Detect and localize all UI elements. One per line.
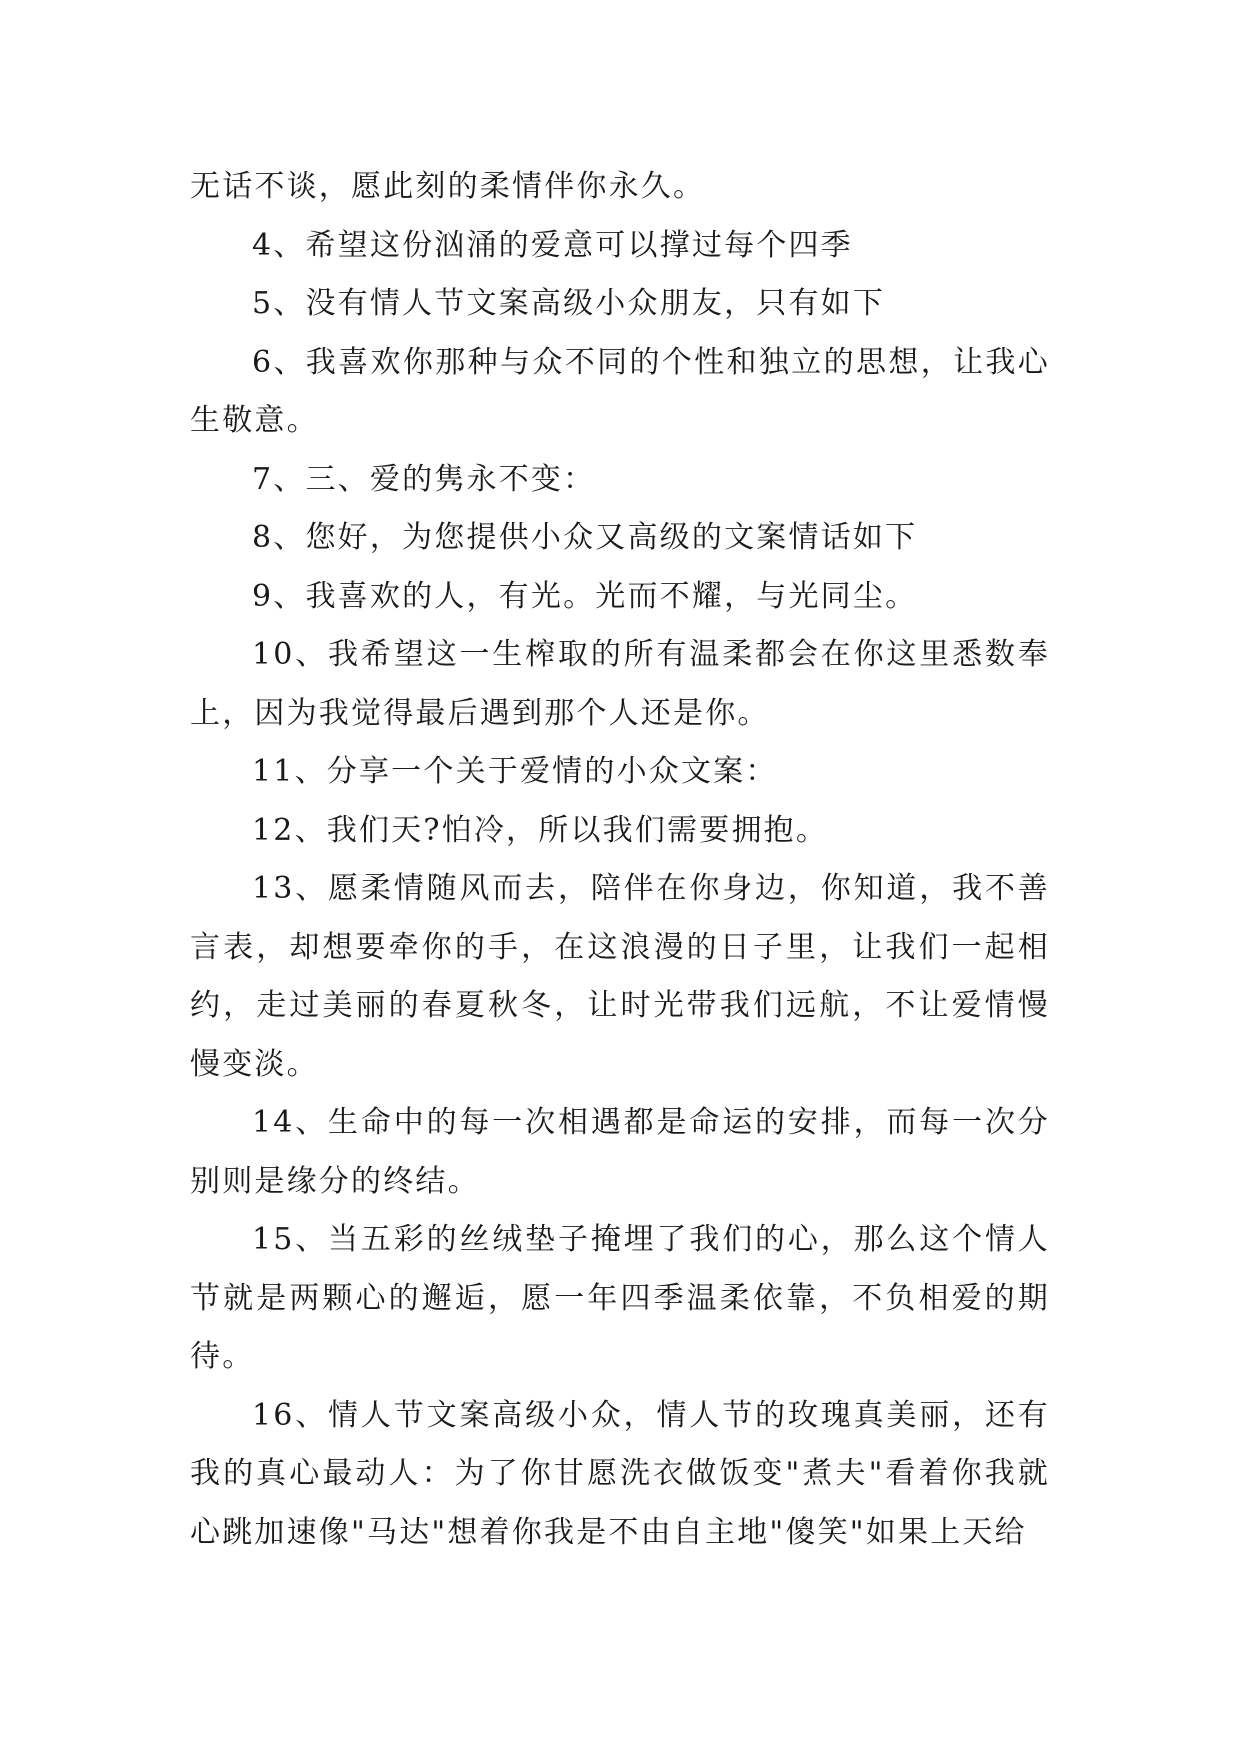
- list-item-16: 16、情人节文案高级小众，情人节的玫瑰真美丽，还有我的真心最动人：为了你甘愿洗衣做饭变"煮夫"看着你我就心跳加速像"马达"想着你我是不由自主地"傻笑"如果上天给: [190, 1397, 1050, 1550]
- paragraph-continuation: 无话不谈，愿此刻的柔情伴你永久。: [190, 169, 706, 204]
- list-item-7: 7、三、爱的隽永不变：: [252, 461, 596, 497]
- list-item-12: 12、我们天?怕冷，所以我们需要拥抱。: [252, 812, 829, 848]
- list-item-13: 13、愿柔情随风而去，陪伴在你身边，你知道，我不善言表，却想要牵你的手，在这浪漫的日子里，让我们一起相约，走过美丽的春夏秋冬，让时光带我们远航，不让爱情慢慢变淡。: [190, 871, 1050, 1082]
- document-body: [190, 158, 1050, 1562]
- list-item-6: 6、我喜欢你那种与众不同的个性和独立的思想，让我心生敬意。: [190, 344, 1050, 438]
- list-item-5: 5、没有情人节文案高级小众朋友，只有如下: [252, 286, 886, 321]
- list-item-14: 14、生命中的每一次相遇都是命运的安排，而每一次分别则是缘分的终结。: [190, 1105, 1050, 1199]
- list-item-8: 8、您好，为您提供小众又高级的文案情话如下: [252, 520, 918, 555]
- list-item-4: 4、希望这份汹涌的爱意可以撑过每个四季: [252, 227, 853, 263]
- list-item-10: 10、我希望这一生榨取的所有温柔都会在你这里悉数奉上，因为我觉得最后遇到那个人还是你。: [190, 637, 1050, 731]
- list-item-11: 11、分享一个关于爱情的小众文案：: [252, 754, 778, 789]
- list-item-15: 15、当五彩的丝绒垫子掩埋了我们的心，那么这个情人节就是两颗心的邂逅，愿一年四季温柔依靠，不负相爱的期待。: [190, 1222, 1050, 1374]
- list-item-9: 9、我喜欢的人，有光。光而不耀，与光同尘。: [252, 578, 918, 614]
